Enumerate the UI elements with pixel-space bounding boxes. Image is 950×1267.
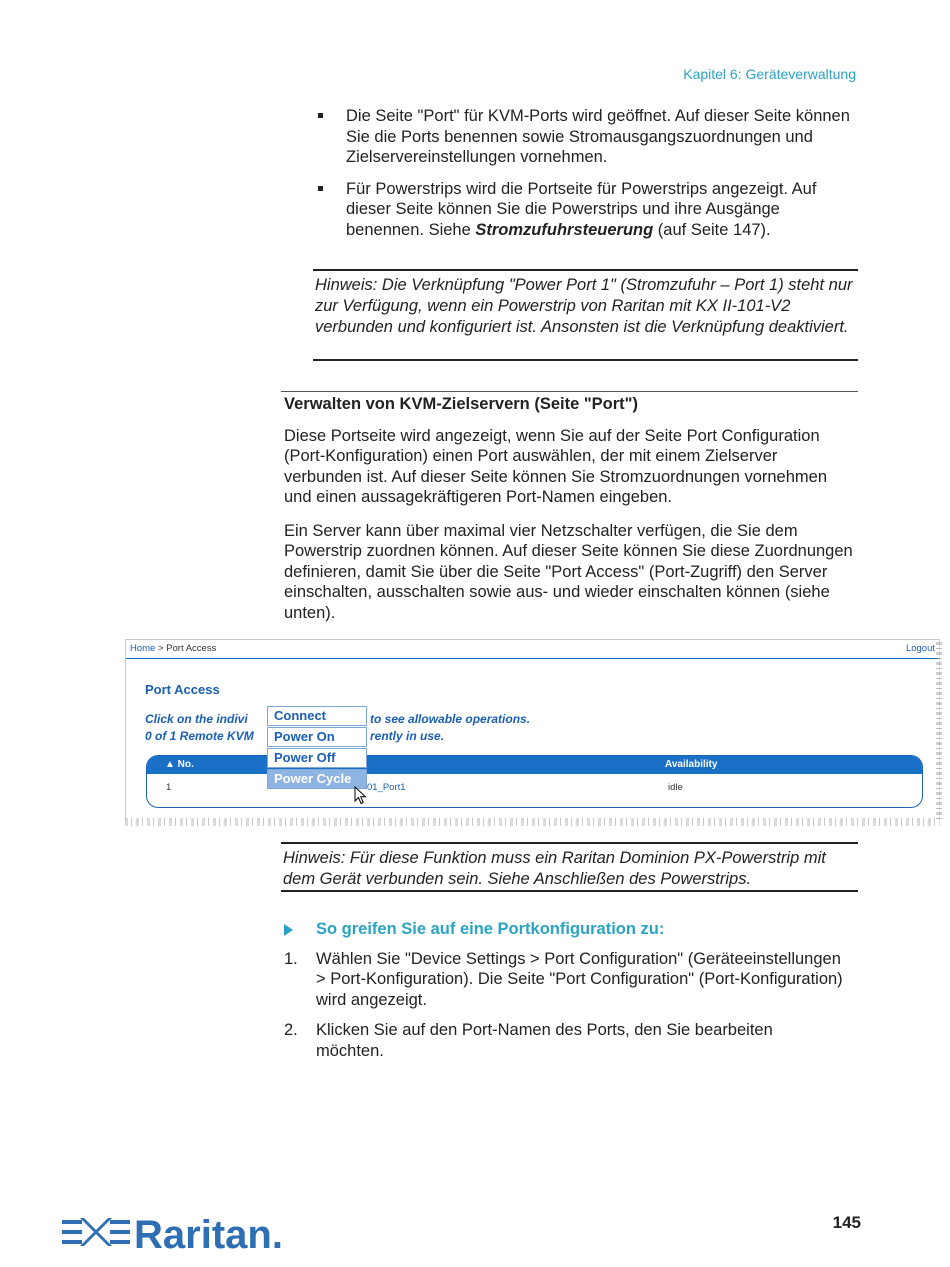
note-power-port: Hinweis: Die Verknüpfung "Power Port 1" (Stromzufuhr – Port 1) steht nur zur Verfügung, wenn ein Powerstrip von Raritan mit KX II-101-V2 verbunden und konfiguriert ist. Ansonsten ist die Verknüpfung deaktiviert. <box>313 269 858 361</box>
list-item <box>284 949 844 1010</box>
table-header <box>147 756 922 774</box>
section-title: Verwalten von KVM-Zielservern (Seite "Port") <box>284 395 638 413</box>
bullet-list <box>316 106 856 251</box>
page-number: 145 <box>832 1213 861 1232</box>
procedure-steps <box>284 949 844 1071</box>
instruction-text: Click on the indivi <box>145 712 248 726</box>
section-divider <box>281 391 858 392</box>
step-number: 1. <box>284 950 298 968</box>
port-table <box>146 755 923 808</box>
raritan-logo-icon <box>60 1210 290 1256</box>
instruction-text: to see allowable operations. <box>370 712 531 726</box>
menu-item-power-off[interactable]: Power Off <box>267 748 367 768</box>
list-item <box>316 106 856 168</box>
bullet-text-post: (auf Seite 147). <box>653 220 771 239</box>
column-header-availability[interactable]: Availability <box>665 759 718 770</box>
bullet-text-pre: Für Powerstrips wird die Portseite für Powerstrips angezeigt. Auf dieser Seite können Sie die Powerstrips und ihre Ausgänge benennen. Siehe <box>346 179 817 239</box>
paragraph: Ein Server kann über maximal vier Netzschalter verfügen, die Sie dem Powerstrip zuordnen können. Auf dieser Seite können Sie diese Zuordnungen definieren, damit Sie über die Seite "Port Access" (Port-Zugriff) den Server einschalten, ausschalten sowie aus- und wieder einschalten können (siehe unten). <box>284 522 853 622</box>
table-cell-no: 1 <box>166 782 172 793</box>
port-name-link[interactable]: 01_Port1 <box>367 782 406 793</box>
cross-reference-link[interactable]: Stromzufuhrsteuerung <box>475 220 654 239</box>
port-action-menu <box>267 706 367 790</box>
note-powerstrip: Hinweis: Für diese Funktion muss ein Raritan Dominion PX-Powerstrip mit dem Gerät verbunden sein. Siehe Anschließen des Powerstrips. <box>281 842 858 892</box>
svg-text:Raritan.: Raritan. <box>134 1213 283 1256</box>
raritan-logo <box>60 1210 290 1261</box>
page-title: Port Access <box>145 682 220 697</box>
status-text: rently in use. <box>370 729 445 743</box>
menu-item-power-on[interactable]: Power On <box>267 727 367 747</box>
breadcrumb-home-link[interactable]: Home <box>130 643 156 654</box>
bullet-text: Die Seite "Port" für KVM-Ports wird geöffnet. Auf dieser Seite können Sie die Ports benennen sowie Stromausgangszuordnungen und Zielservereinstellungen vornehmen. <box>346 107 850 166</box>
list-item <box>316 179 856 241</box>
chapter-header: Kapitel 6: Geräteverwaltung <box>683 66 856 82</box>
step-text: Klicken Sie auf den Port-Namen des Ports, den Sie bearbeiten möchten. <box>316 1021 773 1060</box>
menu-item-connect[interactable]: Connect <box>267 706 367 726</box>
step-number: 2. <box>284 1021 298 1040</box>
list-item <box>284 1020 844 1061</box>
torn-edge-decoration <box>936 642 942 822</box>
mouse-pointer-icon <box>354 786 368 806</box>
step-text: Wählen Sie "Device Settings > Port Configuration" (Geräteeinstellungen > Port-Konfiguration). Die Seite "Port Configuration" (Port-Konfiguration) wird angezeigt. <box>316 950 843 1009</box>
port-access-screenshot <box>125 639 940 822</box>
procedure-title: So greifen Sie auf eine Portkonfiguration zu: <box>316 920 665 938</box>
paragraph: Diese Portseite wird angezeigt, wenn Sie auf der Seite Port Configuration (Port-Konfiguration) einen Port auswählen, der mit einem Zielserver verbunden ist. Auf dieser Seite können Sie Stromzuordnungen vornehmen und einen aussagekräftigeren Port-Namen eingeben. <box>284 427 828 507</box>
bullet-square-icon <box>318 113 323 118</box>
breadcrumb-current: > Port Access <box>155 643 217 654</box>
column-header-no[interactable]: ▲ No. <box>165 759 194 770</box>
table-cell-availability: idle <box>668 782 683 793</box>
triangle-right-icon <box>284 924 293 936</box>
bullet-square-icon <box>318 186 323 191</box>
status-text: 0 of 1 Remote KVM <box>145 729 254 743</box>
logout-link[interactable]: Logout <box>905 643 935 654</box>
torn-edge-decoration <box>125 818 940 826</box>
menu-item-power-cycle[interactable]: Power Cycle <box>267 769 367 789</box>
top-bar <box>126 640 939 659</box>
breadcrumb <box>130 643 216 654</box>
